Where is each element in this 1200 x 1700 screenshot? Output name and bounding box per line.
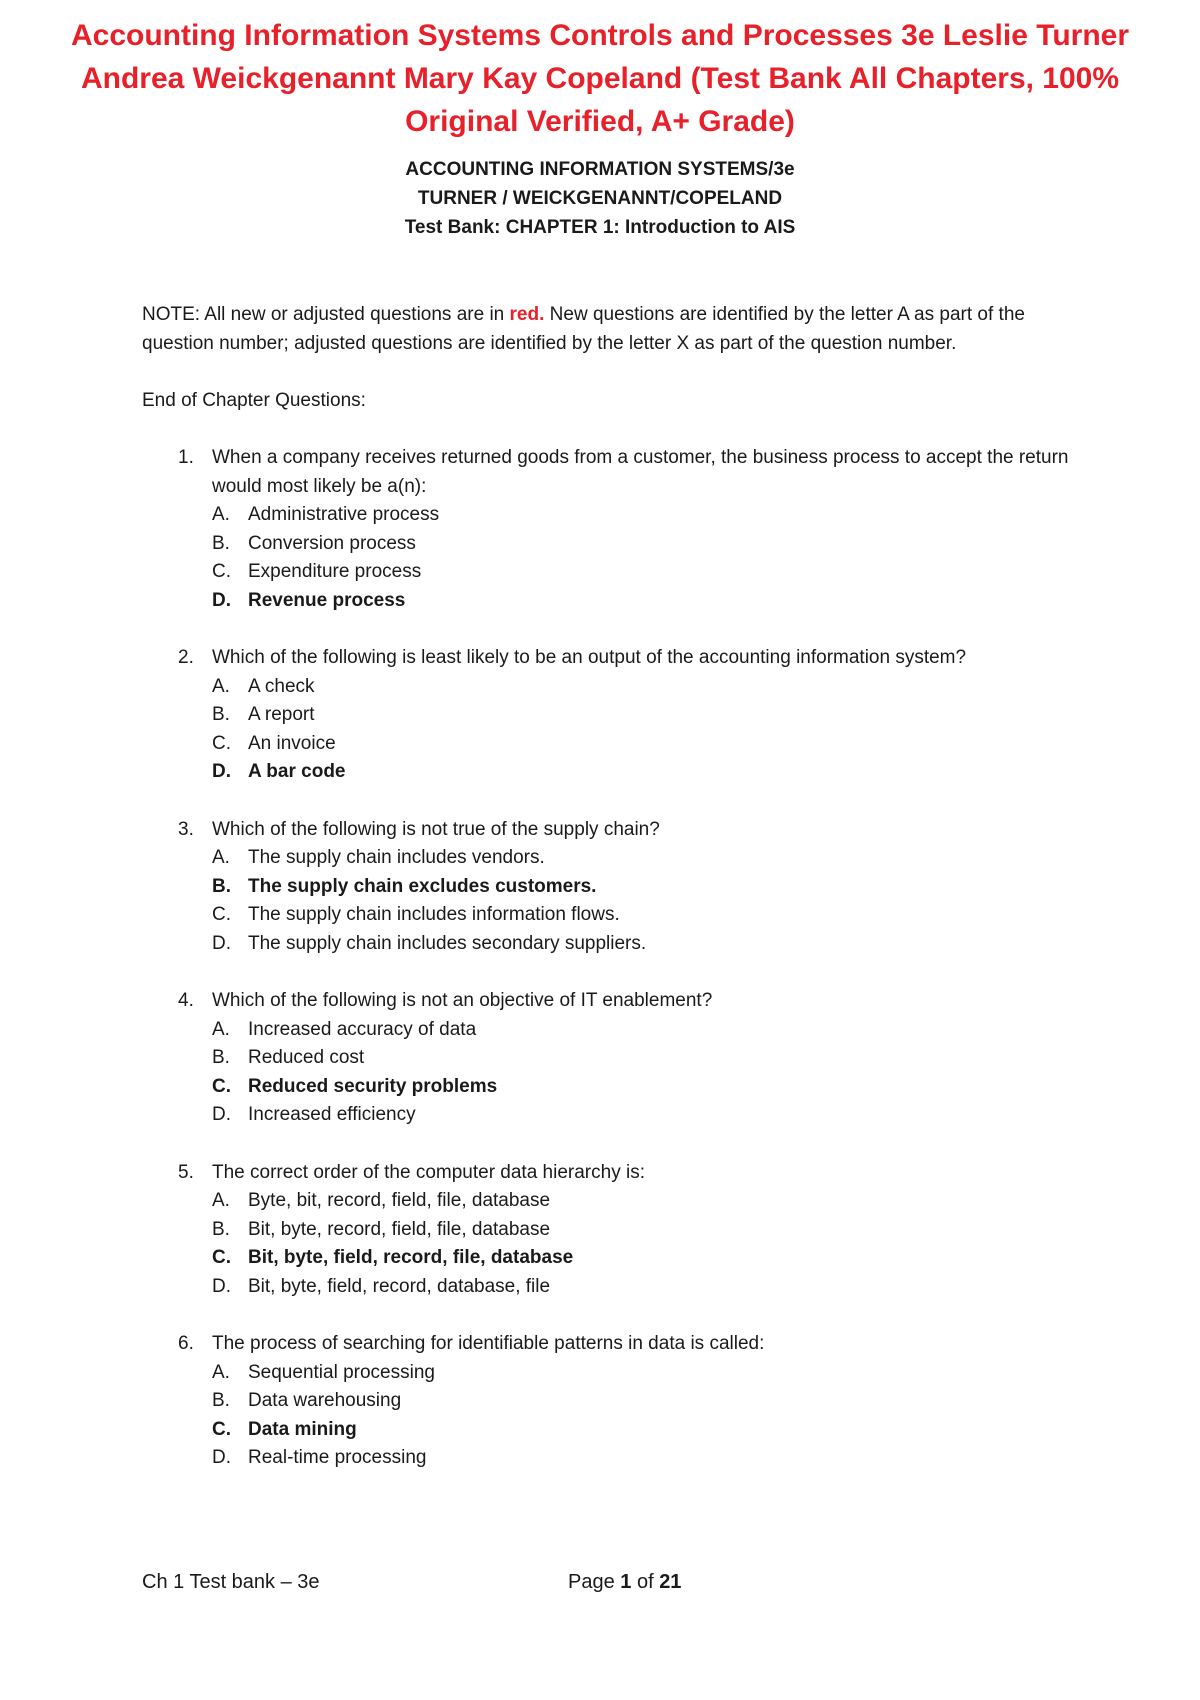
answer-choices — [178, 1187, 1078, 1301]
question-number: 5. — [178, 1161, 194, 1183]
question-1 — [178, 444, 1078, 615]
choice-text: Bit, byte, record, field, file, database — [248, 1218, 551, 1240]
choice-letter: D. — [212, 1104, 231, 1125]
question-stem — [178, 444, 1078, 501]
choice-letter: C. — [212, 561, 231, 582]
answer-choice — [212, 701, 1078, 730]
page-label: Page — [568, 1571, 621, 1593]
choice-letter: D. — [212, 932, 231, 954]
document-title: Accounting Information Systems Controls and Processes 3e Leslie Turner Andrea Weickgenannt Mary Kay Copeland (Test Bank All Chapters, 100% Original Verified, A+ Grade) — [70, 19, 1130, 138]
subheader-line-1: ACCOUNTING INFORMATION SYSTEMS/3e — [405, 159, 795, 180]
choice-letter: B. — [212, 875, 231, 897]
choice-text: The supply chain excludes customers. — [248, 875, 597, 897]
answer-choice — [212, 844, 1078, 873]
choice-text: Data mining — [248, 1418, 357, 1440]
choice-text: Expenditure process — [248, 561, 422, 582]
choice-text: The supply chain includes information flows. — [248, 904, 620, 925]
footer-document-label: Ch 1 Test bank – 3e — [142, 1571, 320, 1593]
choice-letter: C. — [212, 1075, 231, 1097]
question-3 — [178, 816, 1078, 959]
choice-letter: A. — [212, 675, 230, 697]
question-stem — [178, 644, 1078, 673]
answer-choices — [178, 673, 1078, 787]
answer-choice — [212, 930, 1078, 959]
choice-letter: C. — [212, 1418, 231, 1440]
question-2 — [178, 644, 1078, 787]
question-stem — [178, 987, 1078, 1016]
question-text: Which of the following is least likely to be an output of the accounting information system? — [212, 647, 967, 668]
choice-text: A check — [248, 675, 315, 697]
note-suffix: New questions are identified by the letter A as part of the question number; adjusted questions are identified by the letter X as part of the question number. — [142, 304, 1025, 354]
choice-text: Data warehousing — [248, 1390, 402, 1411]
choice-text: Conversion process — [248, 532, 416, 554]
section-heading: End of Chapter Questions: — [142, 390, 366, 411]
note-paragraph — [142, 300, 1062, 358]
question-stem — [178, 816, 1078, 845]
answer-choice — [212, 1444, 1078, 1473]
answer-choices — [178, 1016, 1078, 1130]
question-text: Which of the following is not true of the supply chain? — [212, 818, 660, 840]
choice-letter: D. — [212, 1275, 231, 1297]
choice-text: Revenue process — [248, 589, 406, 611]
choice-text: An invoice — [248, 732, 336, 754]
question-number: 3. — [178, 818, 194, 840]
note-prefix: NOTE: All new or adjusted questions are in — [142, 304, 510, 325]
question-number: 6. — [178, 1333, 194, 1354]
answer-choice-correct — [212, 873, 1078, 902]
choice-letter: D. — [212, 589, 231, 611]
subheader-line-2: TURNER / WEICKGENANNT/COPELAND — [417, 188, 783, 209]
answer-choice — [212, 1359, 1078, 1388]
question-number: 4. — [178, 990, 194, 1011]
choice-letter: A. — [212, 1018, 230, 1040]
choice-letter: D. — [212, 1447, 231, 1468]
choice-text: The supply chain includes secondary suppliers. — [248, 932, 647, 954]
question-6 — [178, 1330, 1078, 1473]
question-text: The process of searching for identifiable patterns in data is called: — [212, 1333, 765, 1354]
choice-letter: B. — [212, 1218, 230, 1240]
answer-choice — [212, 530, 1078, 559]
choice-letter: B. — [212, 704, 230, 725]
question-text: When a company receives returned goods from a customer, the business process to accept the return would most likely be a(n): — [212, 447, 1069, 497]
question-5 — [178, 1159, 1078, 1302]
answer-choice — [212, 1016, 1078, 1045]
answer-choice — [212, 730, 1078, 759]
answer-choice — [212, 1216, 1078, 1245]
answer-choice — [212, 1273, 1078, 1302]
choice-text: Sequential processing — [248, 1361, 435, 1383]
answer-choice — [212, 1101, 1078, 1130]
answer-choice — [212, 901, 1078, 930]
question-4 — [178, 987, 1078, 1130]
choice-text: Bit, byte, field, record, file, database — [248, 1247, 574, 1268]
answer-choice-correct — [212, 758, 1078, 787]
choice-text: A report — [248, 704, 315, 725]
page-counter — [568, 1568, 681, 1596]
answer-choice-correct — [212, 587, 1078, 616]
choice-text: A bar code — [248, 761, 346, 782]
question-list — [178, 444, 1078, 1502]
choice-letter: A. — [212, 504, 230, 525]
note-red-word: red. — [509, 304, 545, 325]
question-number: 1. — [178, 447, 194, 468]
question-stem — [178, 1159, 1078, 1188]
answer-choice — [212, 1044, 1078, 1073]
choice-text: Increased accuracy of data — [248, 1018, 477, 1040]
answer-choice-correct — [212, 1073, 1078, 1102]
total-pages-number: 21 — [659, 1571, 682, 1593]
choice-letter: A. — [212, 847, 230, 868]
answer-choice — [212, 558, 1078, 587]
choice-text: Bit, byte, field, record, database, file — [248, 1275, 551, 1297]
question-stem — [178, 1330, 1078, 1359]
question-text: The correct order of the computer data hierarchy is: — [212, 1161, 645, 1183]
answer-choice-correct — [212, 1416, 1078, 1445]
choice-letter: C. — [212, 732, 231, 754]
question-number: 2. — [178, 647, 194, 668]
answer-choices — [178, 844, 1078, 958]
choice-letter: B. — [212, 532, 230, 554]
choice-text: The supply chain includes vendors. — [248, 847, 545, 868]
current-page-number: 1 — [620, 1571, 632, 1593]
choice-text: Byte, bit, record, field, file, database — [248, 1190, 551, 1211]
page-of-label: of — [631, 1571, 660, 1593]
choice-text: Real-time processing — [248, 1447, 427, 1468]
subheader-line-3: Test Bank: CHAPTER 1: Introduction to AIS — [404, 217, 796, 238]
document-subheader — [0, 155, 1200, 242]
answer-choice — [212, 501, 1078, 530]
choice-text: Administrative process — [248, 504, 440, 525]
choice-letter: C. — [212, 1247, 231, 1268]
choice-text: Reduced security problems — [248, 1075, 498, 1097]
choice-letter: A. — [212, 1190, 230, 1211]
choice-letter: A. — [212, 1361, 230, 1383]
choice-letter: C. — [212, 904, 231, 925]
choice-letter: B. — [212, 1047, 230, 1068]
answer-choice-correct — [212, 1244, 1078, 1273]
answer-choice — [212, 1387, 1078, 1416]
answer-choice — [212, 673, 1078, 702]
choice-text: Increased efficiency — [248, 1104, 416, 1125]
choice-text: Reduced cost — [248, 1047, 365, 1068]
answer-choice — [212, 1187, 1078, 1216]
answer-choices — [178, 501, 1078, 615]
choice-letter: D. — [212, 761, 231, 782]
choice-letter: B. — [212, 1390, 230, 1411]
answer-choices — [178, 1359, 1078, 1473]
question-text: Which of the following is not an objective of IT enablement? — [212, 990, 713, 1011]
